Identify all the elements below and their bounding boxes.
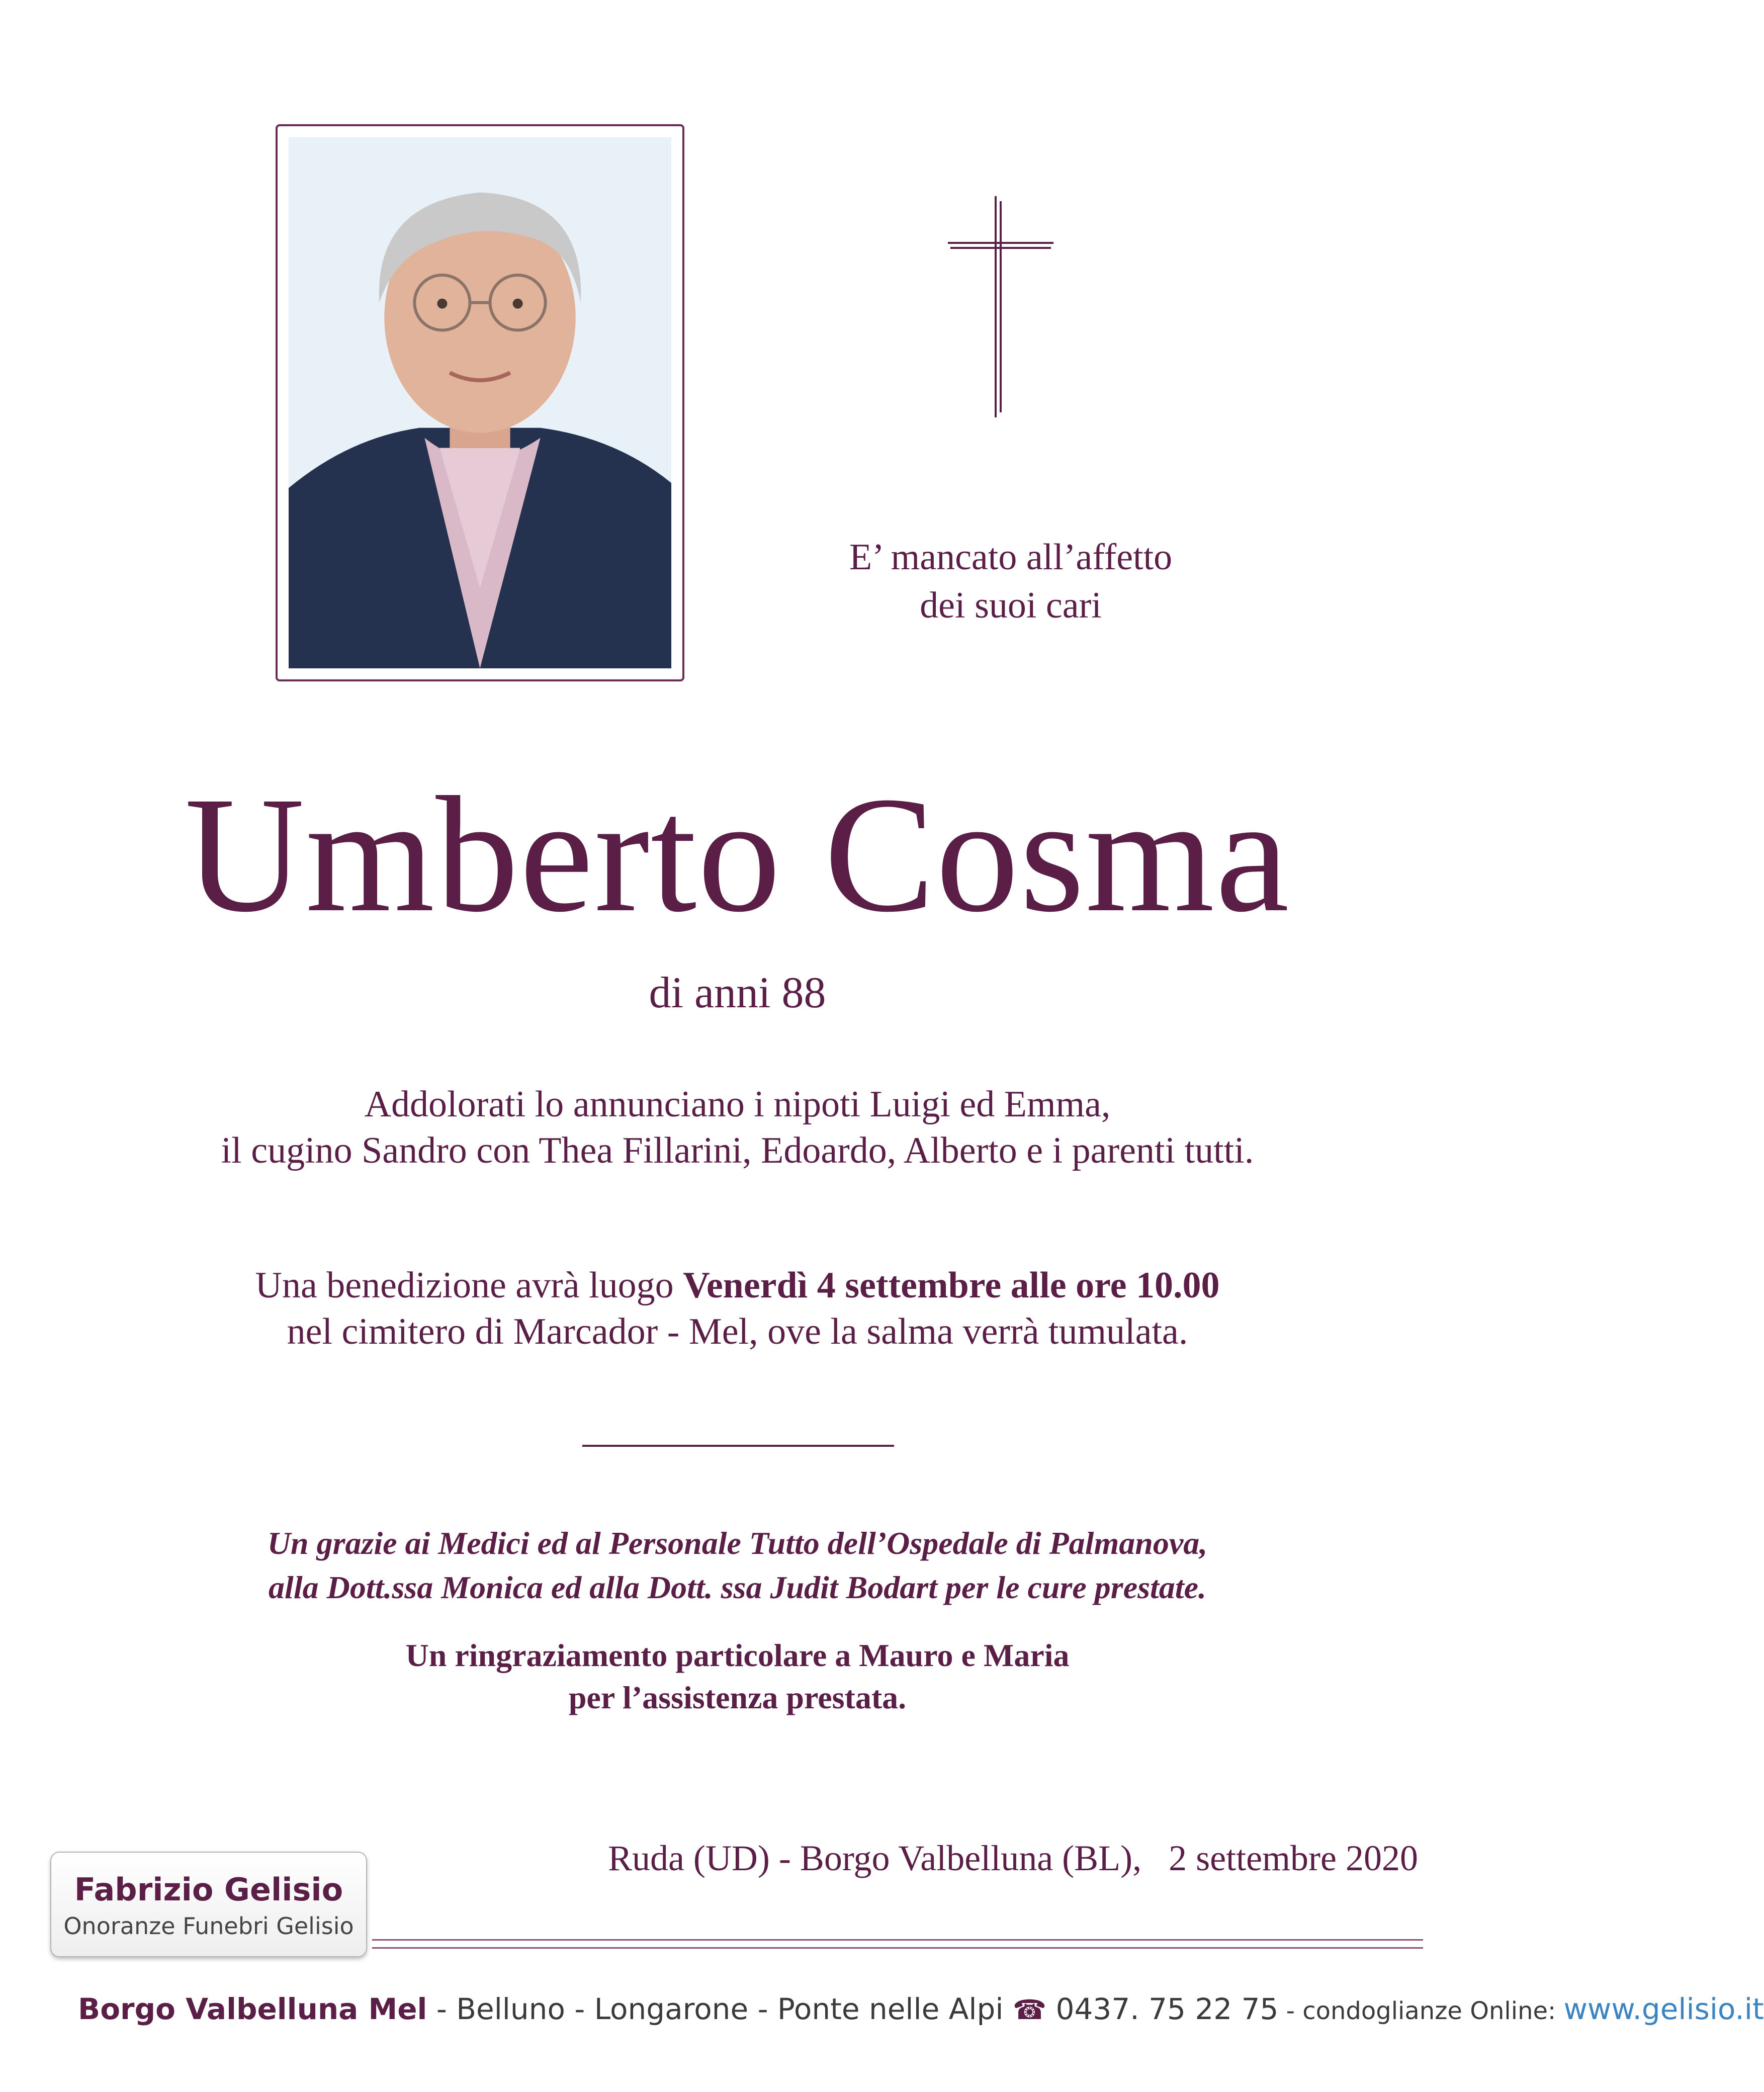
funeral-home-logo (50, 1852, 367, 1957)
service-datetime: Venerdì 4 settembre alle ore 10.00 (683, 1265, 1220, 1306)
intro-line-1: E’ mancato all’affetto (849, 537, 1173, 578)
portrait-frame (276, 124, 684, 681)
service-line-1 (0, 1262, 1475, 1309)
logo-name: Fabrizio Gelisio (74, 1871, 343, 1908)
footer-locations: - Belluno - Longarone - Ponte nelle Alpi (427, 1992, 1013, 2026)
service-line-2: nel cimitero di Marcador - Mel, ove la salma verrà tumulata. (287, 1311, 1188, 1352)
divider-line (582, 1445, 894, 1447)
footer-condolences-label: - condoglianze Online: (1278, 1997, 1564, 2025)
thanks-medical-line-1: Un grazie ai Medici ed al Personale Tutto dell’Ospedale di Palmanova, (267, 1525, 1208, 1561)
footer-rule-bottom (372, 1947, 1423, 1949)
portrait-photo (289, 137, 671, 668)
announcement-line-2: il cugino Sandro con Thea Fillarini, Edoardo, Alberto e i parenti tutti. (221, 1130, 1254, 1171)
intro-line-2: dei suoi cari (920, 585, 1102, 626)
service-prefix: Una benedizione avrà luogo (255, 1265, 683, 1306)
announcement-line-1: Addolorati lo annunciano i nipoti Luigi ed Emma, (364, 1084, 1111, 1125)
cross-icon (948, 196, 1053, 417)
deceased-age: di anni 88 (649, 969, 826, 1017)
footer-contact (78, 1989, 1764, 2031)
footer-town: Borgo Valbelluna Mel (78, 1992, 427, 2026)
footer-rule-top (372, 1939, 1423, 1941)
telephone-icon: ☎ (1012, 1994, 1047, 2026)
footer-website-link[interactable]: www.gelisio.it (1563, 1992, 1764, 2026)
footer-phone[interactable]: 0437. 75 22 75 (1055, 1992, 1279, 2026)
place-date: Ruda (UD) - Borgo Valbelluna (BL), 2 settembre 2020 (607, 1838, 1418, 1878)
thanks-medical (0, 1521, 1475, 1610)
deceased-name: Umberto Cosma (185, 763, 1290, 946)
thanks-special-line-1: Un ringraziamento particolare a Mauro e Maria (405, 1637, 1070, 1673)
thanks-special (0, 1634, 1475, 1719)
logo-subtitle: Onoranze Funebri Gelisio (63, 1912, 354, 1940)
announcement (0, 1081, 1475, 1174)
thanks-special-line-2: per l’assistenza prestata. (568, 1680, 907, 1715)
intro-text (744, 533, 1277, 630)
service-info (0, 1262, 1475, 1355)
thanks-medical-line-2: alla Dott.ssa Monica ed alla Dott. ssa Judit Bodart per le cure prestate. (269, 1570, 1206, 1605)
